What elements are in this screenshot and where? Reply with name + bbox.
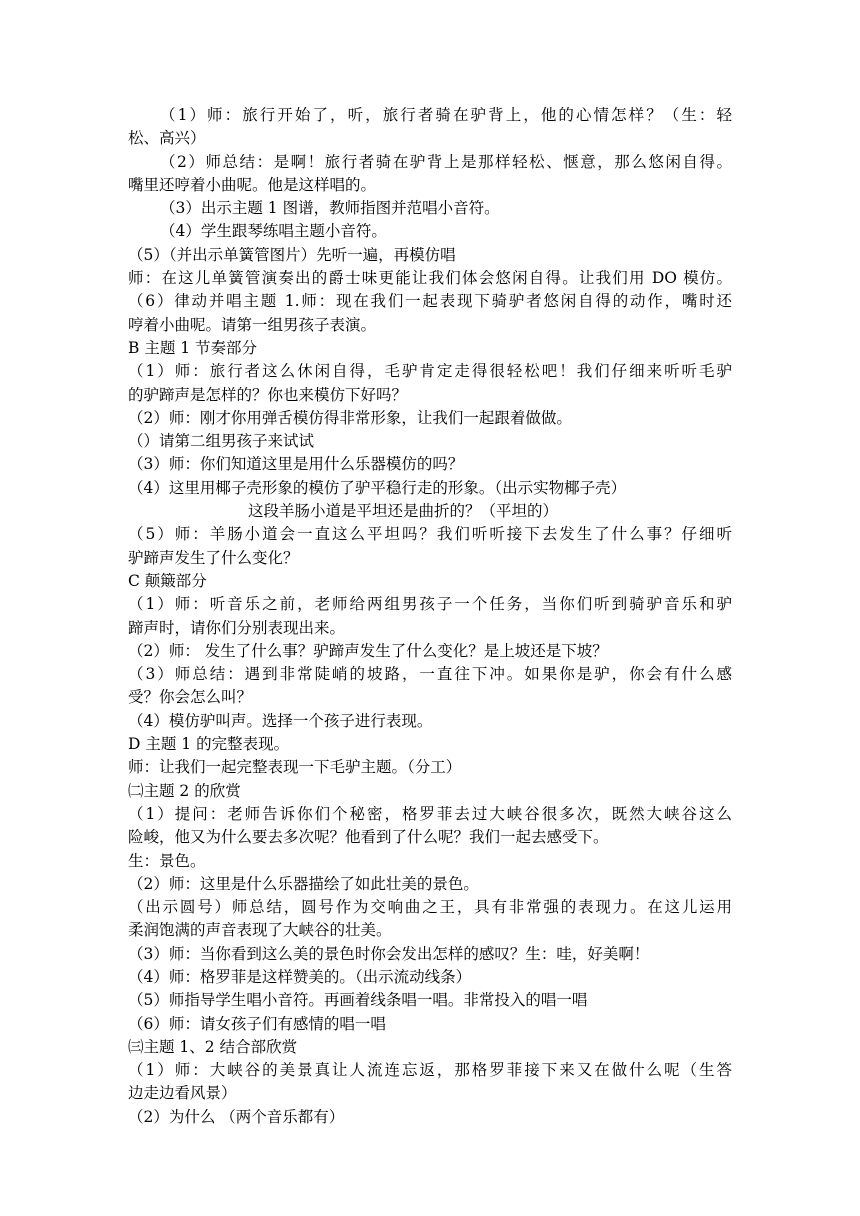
text-line: （1）师：旅行者这么休闲自得，毛驴肯定走得很轻松吧！我们仔细来听听毛驴 xyxy=(128,362,732,381)
text-line: 哼着小曲呢。请第一组男孩子表演。 xyxy=(128,315,377,334)
text-line: （5）（并出示单簧管图片）先听一遍，再模仿唱 xyxy=(128,245,456,264)
section-heading: ㈢主题 1、2 结合部欣赏 xyxy=(128,1037,298,1056)
text-line: （4）学生跟琴练唱主题小音符。 xyxy=(160,222,387,241)
text-line: （3）师总结：遇到非常陡峭的坡路，一直往下冲。如果你是驴，你会有什么感 xyxy=(128,665,732,684)
text-line: （2）师：刚才你用弹舌模仿得非常形象，让我们一起跟着做做。 xyxy=(128,408,572,427)
text-line: （6）师：请女孩子们有感情的唱一唱 xyxy=(128,1014,386,1033)
text-line: 松、高兴） xyxy=(128,129,206,148)
text-line: （4）这里用椰子壳形象的模仿了驴平稳行走的形象。（出示实物椰子壳） xyxy=(128,478,627,497)
text-line: 险峻，他又为什么要去多次呢？他看到了什么呢？我们一起去感受下。 xyxy=(128,828,609,847)
text-line: （2）师： 发生了什么事？驴蹄声发生了什么变化？是上坡还是下坡？ xyxy=(128,641,608,660)
text-line: 边走边看风景） xyxy=(128,1084,237,1103)
text-line: 驴蹄声发生了什么变化？ xyxy=(128,548,299,567)
text-line: （1）师：大峡谷的美景真让人流连忘返，那格罗菲接下来又在做什么呢（生答 xyxy=(128,1061,732,1080)
text-line: （3）师：你们知道这里是用什么乐器模仿的吗？ xyxy=(128,455,464,474)
text-line: （2）师：这里是什么乐器描绘了如此壮美的景色。 xyxy=(128,874,479,893)
text-line: （4）模仿驴叫声。选择一个孩子进行表现。 xyxy=(128,711,433,730)
text-line: 嘴里还哼着小曲呢。他是这样唱的。 xyxy=(128,175,377,194)
text-line: （1）师：听音乐之前，老师给两组男孩子一个任务，当你们听到骑驴音乐和驴 xyxy=(128,595,732,614)
text-line: （4）师：格罗菲是这样赞美的。（出示流动线条） xyxy=(128,967,472,986)
text-line: 这段羊肠小道是平坦还是曲折的？（平坦的） xyxy=(248,502,559,521)
text-line: （2）师总结：是啊！旅行者骑在驴背上是那样轻松、惬意，那么悠闲自得。 xyxy=(160,152,732,171)
section-heading: D 主题 1 的完整表现。 xyxy=(128,735,290,754)
text-line: （5）师：羊肠小道会一直这么平坦吗？我们听听接下去发生了什么事？仔细听 xyxy=(128,525,732,544)
text-line: 生：景色。 xyxy=(128,851,206,870)
text-line: （3）出示主题 1 图谱，教师指图并范唱小音符。 xyxy=(160,199,500,218)
section-heading: ㈡主题 2 的欣赏 xyxy=(128,781,241,800)
text-line: （5）师指导学生唱小音符。再画着线条唱一唱。非常投入的唱一唱 xyxy=(128,991,588,1010)
text-line: （出示圆号）师总结，圆号作为交响曲之王，具有非常强的表现力。在这儿运用 xyxy=(128,898,732,917)
text-line: 师：让我们一起完整表现一下毛驴主题。（分工） xyxy=(128,758,462,777)
text-line: 的驴蹄声是怎样的？你也来模仿下好吗？ xyxy=(128,385,408,404)
text-line: （2）为什么 （两个音乐都有） xyxy=(128,1107,345,1126)
text-line: 蹄声时，请你们分别表现出来。 xyxy=(128,618,346,637)
text-line: （）请第二组男孩子来试试 xyxy=(128,432,315,451)
text-line: （1）提问：老师告诉你们个秘密，格罗菲去过大峡谷很多次，既然大峡谷这么 xyxy=(128,804,732,823)
lesson-text xyxy=(128,104,732,1129)
text-line: 柔润饱满的声音表现了大峡谷的壮美。 xyxy=(128,921,392,940)
text-line: 师：在这儿单簧管演奏出的爵士味更能让我们体会悠闲自得。让我们用 DO 模仿。 xyxy=(128,269,732,288)
section-heading: C 颠簸部分 xyxy=(128,571,207,590)
section-heading: B 主题 1 节奏部分 xyxy=(128,338,258,357)
text-line: （1）师：旅行开始了，听，旅行者骑在驴背上，他的心情怎样？（生：轻 xyxy=(160,106,732,124)
text-line: （6）律动并唱主题 1.师：现在我们一起表现下骑驴者悠闲自得的动作，嘴时还 xyxy=(128,292,732,311)
text-line: 受？你会怎么叫？ xyxy=(128,688,253,707)
text-line: （3）师：当你看到这么美的景色时你会发出怎样的感叹？生：哇，好美啊！ xyxy=(128,944,650,963)
